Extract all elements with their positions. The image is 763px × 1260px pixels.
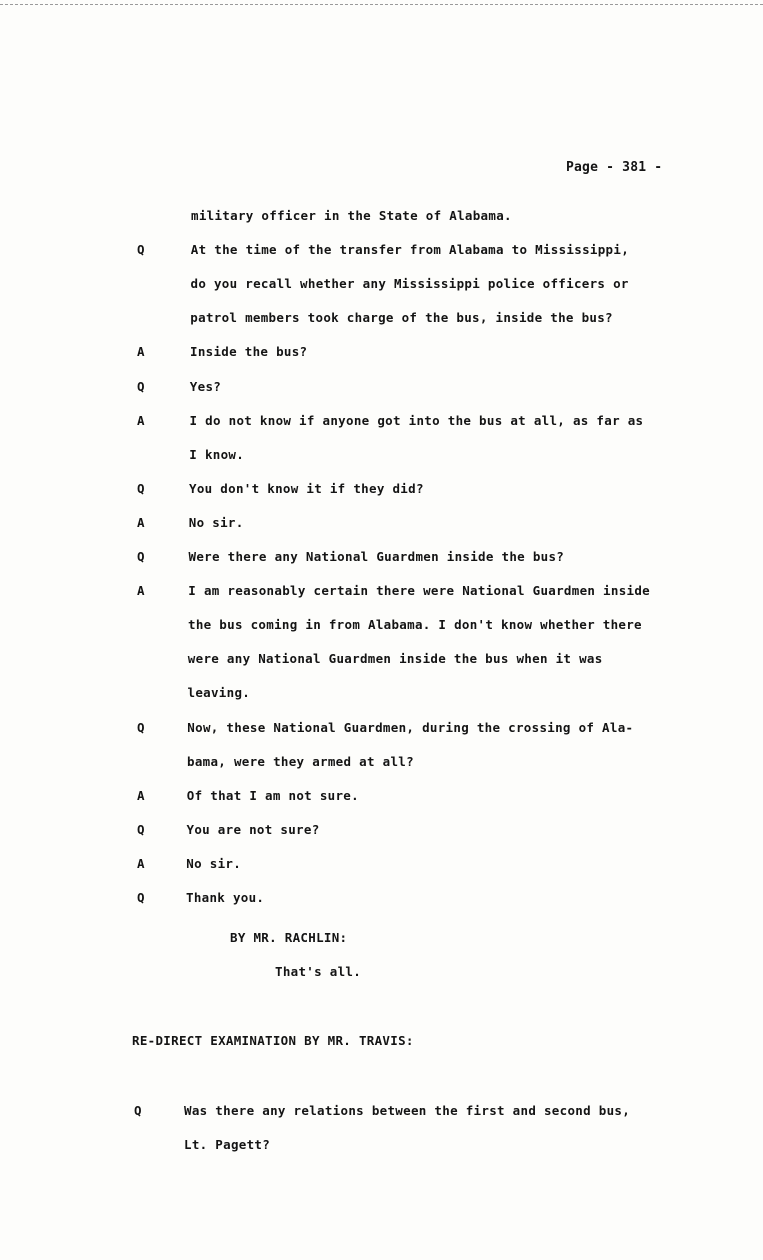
- section-heading: RE-DIRECT EXAMINATION BY MR. TRAVIS:: [132, 1033, 414, 1048]
- speaker-a-label: A: [137, 412, 145, 428]
- transcript-line: the bus coming in from Alabama. I don't know whether there: [188, 617, 642, 633]
- transcript-line: At the time of the transfer from Alabama to Mississippi,: [190, 242, 630, 258]
- page-number: Page - 381 -: [566, 160, 663, 175]
- transcript-line: Inside the bus?: [190, 344, 308, 360]
- transcript-line: military officer in the State of Alabama.: [191, 208, 512, 223]
- transcript-line: Lt. Pagett?: [184, 1137, 271, 1152]
- transcript-line: were any National Guardmen inside the bus when it was: [187, 651, 603, 667]
- transcript-line: Now, these National Guardmen, during the crossing of Ala-: [187, 719, 634, 735]
- transcript-line: leaving.: [187, 685, 251, 701]
- speaker-a-label: A: [137, 787, 145, 803]
- transcript-line: Were there any National Guardmen inside the bus?: [188, 549, 565, 564]
- speaker-q-label: Q: [134, 1103, 142, 1118]
- transcript-line: You don't know it if they did?: [189, 480, 424, 496]
- speaker-a-label: A: [137, 583, 145, 599]
- transcript-line: Yes?: [189, 378, 222, 394]
- transcript-line: bama, were they armed at all?: [187, 753, 414, 769]
- speaker-q-label: Q: [137, 890, 145, 905]
- thats-all-line: That's all.: [275, 964, 362, 979]
- speaker-q-label: Q: [137, 719, 145, 735]
- transcript-line: do you recall whether any Mississippi police officers or: [190, 276, 629, 292]
- transcript-line: patrol members took charge of the bus, inside the bus?: [190, 310, 613, 326]
- speaker-q-label: Q: [137, 242, 145, 258]
- transcript-line: Thank you.: [186, 890, 265, 905]
- speaker-q-label: Q: [137, 549, 145, 564]
- speaker-q-label: Q: [137, 378, 145, 394]
- transcript-line: I am reasonably certain there were National Guardmen inside: [188, 583, 651, 599]
- transcript-line: Was there any relations between the first and second bus,: [184, 1103, 631, 1118]
- speaker-a-label: A: [137, 855, 145, 871]
- speaker-q-label: Q: [137, 480, 145, 496]
- by-line: BY MR. RACHLIN:: [230, 930, 348, 945]
- speaker-q-label: Q: [137, 821, 145, 837]
- transcript-line: No sir.: [186, 855, 242, 871]
- speaker-a-label: A: [137, 514, 145, 530]
- transcript-line: Of that I am not sure.: [186, 787, 359, 803]
- transcript-line: You are not sure?: [186, 821, 320, 837]
- speaker-a-label: A: [137, 344, 145, 360]
- transcript-line: No sir.: [188, 514, 244, 530]
- transcript-line: I know.: [189, 446, 245, 462]
- transcript-line: I do not know if anyone got into the bus at all, as far as: [189, 412, 644, 428]
